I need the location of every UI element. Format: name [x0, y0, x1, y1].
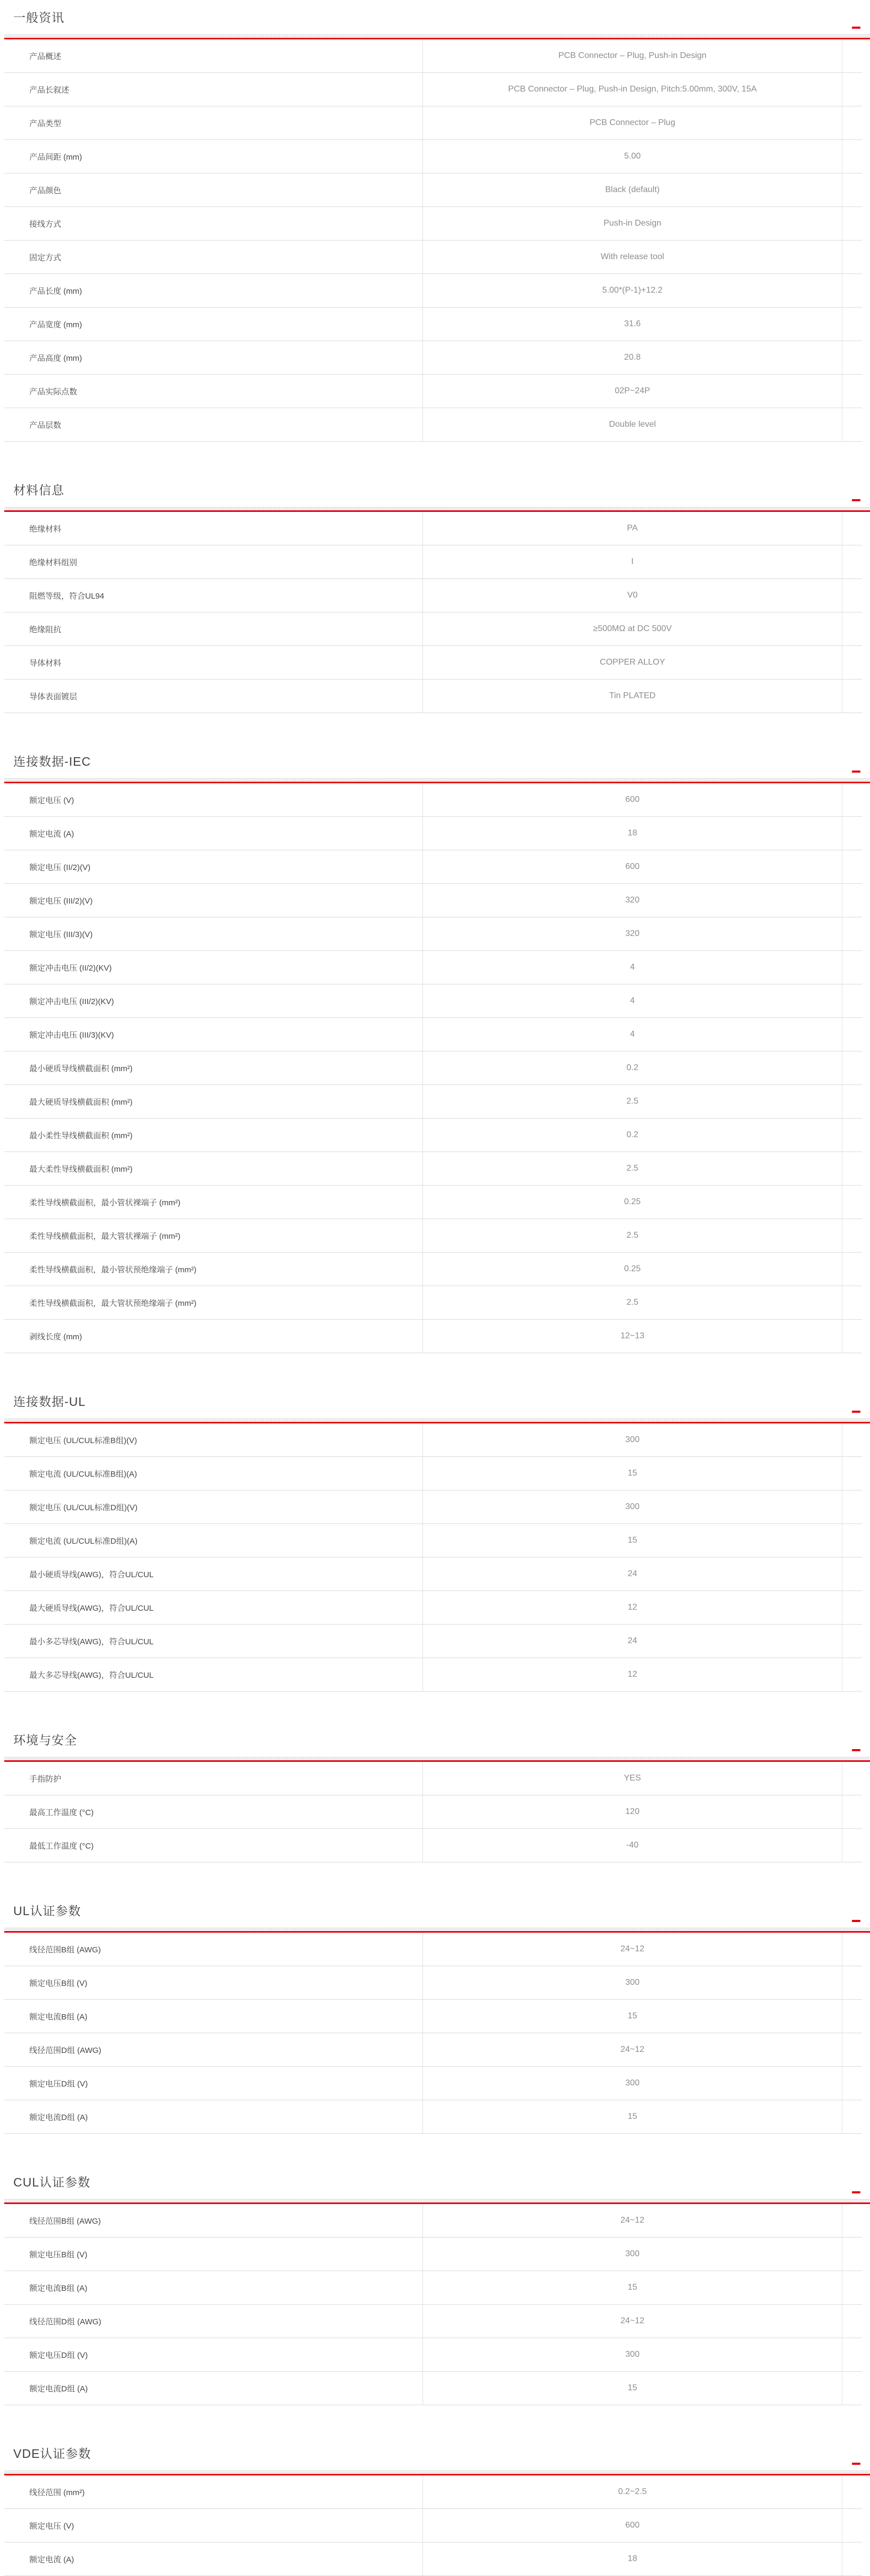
table-row — [4, 612, 862, 646]
table-row — [4, 1591, 862, 1625]
table-row — [4, 274, 862, 308]
row-label: 额定电压 (II/2)(V) — [4, 850, 423, 884]
spec-table — [4, 783, 862, 1353]
row-label: 产品间距 (mm) — [4, 140, 423, 173]
row-spacer — [842, 1286, 862, 1320]
row-spacer — [842, 512, 862, 545]
spec-table — [4, 1762, 862, 1862]
spec-section — [0, 2446, 870, 2576]
row-value: PCB Connector – Plug, Push-in Design — [423, 39, 842, 73]
table-row — [4, 2033, 862, 2067]
row-value: PCB Connector – Plug — [423, 106, 842, 140]
row-value: 24~12 — [423, 2033, 842, 2067]
row-label: 线径范围B组 (AWG) — [4, 2204, 423, 2238]
row-spacer — [842, 917, 862, 951]
row-value: 2.5 — [423, 1286, 842, 1320]
table-row — [4, 1320, 862, 1353]
collapse-minus-icon[interactable] — [852, 1920, 860, 1922]
row-value: -40 — [423, 1829, 842, 1862]
row-value: Push-in Design — [423, 207, 842, 241]
row-value: With release tool — [423, 241, 842, 274]
row-label: 绝缘材料组别 — [4, 545, 423, 579]
table-row — [4, 1253, 862, 1286]
row-label: 绝缘材料 — [4, 512, 423, 545]
row-value: COPPER ALLOY — [423, 646, 842, 680]
table-row — [4, 39, 862, 73]
collapse-minus-icon[interactable] — [852, 499, 860, 501]
row-label: 产品高度 (mm) — [4, 341, 423, 375]
row-value: 15 — [423, 1457, 842, 1490]
spec-section — [0, 1903, 870, 2134]
row-label: 柔性导线横截面积，最大管状裸端子 (mm²) — [4, 1219, 423, 1253]
row-label: 最大硬质导线横截面积 (mm²) — [4, 1085, 423, 1119]
row-spacer — [842, 241, 862, 274]
table-row — [4, 680, 862, 713]
section-title: CUL认证参数 — [13, 2175, 91, 2189]
table-row — [4, 1286, 862, 1320]
spec-section — [0, 482, 870, 713]
row-spacer — [842, 375, 862, 408]
row-value: 0.2 — [423, 1051, 842, 1085]
table-row — [4, 1051, 862, 1085]
row-spacer — [842, 1591, 862, 1625]
table-row — [4, 140, 862, 173]
row-value: 24~12 — [423, 2204, 842, 2238]
row-label: 线径范围B组 (AWG) — [4, 1933, 423, 1966]
row-label: 产品类型 — [4, 106, 423, 140]
row-label: 固定方式 — [4, 241, 423, 274]
table-row — [4, 1186, 862, 1219]
row-value: 0.2~2.5 — [423, 2475, 842, 2509]
row-spacer — [842, 341, 862, 375]
table-row — [4, 579, 862, 612]
row-label: 最小硬质导线(AWG)，符合UL/CUL — [4, 1558, 423, 1591]
row-label: 最小多芯导线(AWG)，符合UL/CUL — [4, 1625, 423, 1658]
table-row — [4, 1018, 862, 1051]
row-spacer — [842, 817, 862, 850]
row-label: 最大柔性导线横截面积 (mm²) — [4, 1152, 423, 1186]
row-value: 2.5 — [423, 1085, 842, 1119]
table-row — [4, 2238, 862, 2271]
collapse-minus-icon[interactable] — [852, 27, 860, 29]
table-row — [4, 545, 862, 579]
row-label: 导体表面镀层 — [4, 680, 423, 713]
row-value: 300 — [423, 2238, 842, 2271]
row-value: 0.25 — [423, 1253, 842, 1286]
table-row — [4, 308, 862, 341]
table-row — [4, 2204, 862, 2238]
row-label: 额定冲击电压 (II/2)(KV) — [4, 951, 423, 984]
row-label: 柔性导线横截面积，最小管状预绝缘端子 (mm²) — [4, 1253, 423, 1286]
collapse-minus-icon[interactable] — [852, 2191, 860, 2193]
row-value: 18 — [423, 817, 842, 850]
row-label: 产品实际点数 — [4, 375, 423, 408]
spec-table — [4, 1933, 862, 2134]
row-label: 额定电压B组 (V) — [4, 2238, 423, 2271]
section-title: UL认证参数 — [13, 1904, 81, 1918]
row-value: 12~13 — [423, 1320, 842, 1353]
row-label: 最大硬质导线(AWG)，符合UL/CUL — [4, 1591, 423, 1625]
row-value: 300 — [423, 1490, 842, 1524]
spec-section — [0, 1732, 870, 1862]
row-label: 额定电压 (V) — [4, 783, 423, 817]
spec-section — [0, 753, 870, 1353]
table-row — [4, 783, 862, 817]
row-value: 4 — [423, 1018, 842, 1051]
row-spacer — [842, 2100, 862, 2134]
row-label: 产品颜色 — [4, 173, 423, 207]
row-value: 15 — [423, 2372, 842, 2405]
row-value: 24~12 — [423, 1933, 842, 1966]
section-dotted-band — [4, 2470, 870, 2474]
row-spacer — [842, 1085, 862, 1119]
row-spacer — [842, 173, 862, 207]
row-spacer — [842, 2475, 862, 2509]
table-row — [4, 850, 862, 884]
table-row — [4, 241, 862, 274]
spec-section — [0, 1394, 870, 1692]
row-spacer — [842, 1490, 862, 1524]
table-row — [4, 2305, 862, 2338]
row-label: 额定冲击电压 (III/2)(KV) — [4, 984, 423, 1018]
row-value: 120 — [423, 1795, 842, 1829]
table-row — [4, 2372, 862, 2405]
row-label: 产品层数 — [4, 408, 423, 442]
row-spacer — [842, 951, 862, 984]
row-label: 额定电压B组 (V) — [4, 1966, 423, 2000]
row-spacer — [842, 1933, 862, 1966]
row-spacer — [842, 274, 862, 308]
table-row — [4, 884, 862, 917]
table-row — [4, 512, 862, 545]
table-row — [4, 1457, 862, 1490]
section-title: 材料信息 — [13, 483, 64, 497]
section-title: 一般资讯 — [13, 11, 64, 24]
row-spacer — [842, 1457, 862, 1490]
row-spacer — [842, 646, 862, 680]
collapse-minus-icon[interactable] — [852, 1411, 860, 1413]
row-spacer — [842, 2033, 862, 2067]
row-value: Black (default) — [423, 173, 842, 207]
section-header — [13, 2174, 860, 2194]
section-header — [13, 1732, 860, 1752]
row-spacer — [842, 783, 862, 817]
row-spacer — [842, 1186, 862, 1219]
row-label: 产品长度 (mm) — [4, 274, 423, 308]
table-row — [4, 2271, 862, 2305]
section-title: VDE认证参数 — [13, 2447, 92, 2461]
row-spacer — [842, 106, 862, 140]
row-value: 4 — [423, 984, 842, 1018]
row-label: 额定电压 (III/2)(V) — [4, 884, 423, 917]
row-spacer — [842, 2067, 862, 2100]
row-spacer — [842, 308, 862, 341]
row-label: 额定电流D组 (A) — [4, 2372, 423, 2405]
row-label: 额定电流B组 (A) — [4, 2271, 423, 2305]
row-value: 02P~24P — [423, 375, 842, 408]
row-spacer — [842, 2338, 862, 2372]
row-value: 15 — [423, 2271, 842, 2305]
row-value: 15 — [423, 2100, 842, 2134]
row-label: 额定电流 (A) — [4, 2542, 423, 2576]
table-row — [4, 408, 862, 442]
row-spacer — [842, 408, 862, 442]
table-row — [4, 73, 862, 106]
table-row — [4, 1558, 862, 1591]
table-row — [4, 2542, 862, 2576]
row-label: 线径范围D组 (AWG) — [4, 2033, 423, 2067]
table-row — [4, 1085, 862, 1119]
row-spacer — [842, 2238, 862, 2271]
row-label: 剥线长度 (mm) — [4, 1320, 423, 1353]
row-spacer — [842, 1829, 862, 1862]
row-value: Tin PLATED — [423, 680, 842, 713]
section-header — [13, 1903, 860, 1923]
table-row — [4, 917, 862, 951]
row-value: 18 — [423, 2542, 842, 2576]
row-spacer — [842, 680, 862, 713]
row-spacer — [842, 612, 862, 646]
section-header — [13, 753, 860, 774]
row-spacer — [842, 1152, 862, 1186]
row-spacer — [842, 140, 862, 173]
row-value: 12 — [423, 1591, 842, 1625]
table-row — [4, 1762, 862, 1795]
section-header — [13, 10, 860, 30]
section-title: 环境与安全 — [13, 1733, 77, 1747]
row-label: 产品概述 — [4, 39, 423, 73]
spec-table — [4, 39, 862, 442]
table-row — [4, 646, 862, 680]
row-label: 绝缘阻抗 — [4, 612, 423, 646]
row-label: 额定电压D组 (V) — [4, 2338, 423, 2372]
row-spacer — [842, 984, 862, 1018]
row-spacer — [842, 545, 862, 579]
row-spacer — [842, 1524, 862, 1558]
row-label: 额定电压 (V) — [4, 2509, 423, 2542]
row-label: 柔性导线横截面积，最小管状裸端子 (mm²) — [4, 1186, 423, 1219]
spec-table — [4, 2475, 862, 2576]
table-row — [4, 2338, 862, 2372]
row-value: 300 — [423, 2338, 842, 2372]
row-label: 柔性导线横截面积，最大管状预绝缘端子 (mm²) — [4, 1286, 423, 1320]
row-label: 额定电压 (UL/CUL标准D组)(V) — [4, 1490, 423, 1524]
row-spacer — [842, 39, 862, 73]
table-row — [4, 1966, 862, 2000]
collapse-minus-icon[interactable] — [852, 2463, 860, 2465]
row-label: 额定电流B组 (A) — [4, 2000, 423, 2033]
row-value: 320 — [423, 917, 842, 951]
row-label: 额定电流 (UL/CUL标准D组)(A) — [4, 1524, 423, 1558]
spec-table — [4, 512, 862, 713]
collapse-minus-icon[interactable] — [852, 1749, 860, 1751]
table-row — [4, 207, 862, 241]
section-dotted-band — [4, 1418, 870, 1422]
row-label: 最低工作温度 (°C) — [4, 1829, 423, 1862]
row-label: 阻燃等级，符合UL94 — [4, 579, 423, 612]
row-spacer — [842, 2509, 862, 2542]
row-value: 5.00*(P-1)+12.2 — [423, 274, 842, 308]
row-label: 额定冲击电压 (III/3)(KV) — [4, 1018, 423, 1051]
row-spacer — [842, 2271, 862, 2305]
row-value: 20.8 — [423, 341, 842, 375]
row-spacer — [842, 884, 862, 917]
table-row — [4, 1119, 862, 1152]
row-spacer — [842, 1320, 862, 1353]
row-value: 0.2 — [423, 1119, 842, 1152]
row-spacer — [842, 2542, 862, 2576]
row-spacer — [842, 1658, 862, 1692]
section-title: 连接数据-IEC — [13, 755, 91, 768]
row-spacer — [842, 1051, 862, 1085]
section-header — [13, 482, 860, 502]
section-title: 连接数据-UL — [13, 1395, 86, 1409]
row-spacer — [842, 1966, 862, 2000]
row-value: 15 — [423, 2000, 842, 2033]
row-spacer — [842, 1558, 862, 1591]
row-spacer — [842, 1253, 862, 1286]
row-value: 12 — [423, 1658, 842, 1692]
row-label: 额定电压D组 (V) — [4, 2067, 423, 2100]
row-spacer — [842, 1219, 862, 1253]
table-row — [4, 2067, 862, 2100]
table-row — [4, 1490, 862, 1524]
collapse-minus-icon[interactable] — [852, 771, 860, 773]
row-label: 产品长叙述 — [4, 73, 423, 106]
row-value: 15 — [423, 1524, 842, 1558]
row-label: 导体材料 — [4, 646, 423, 680]
row-value: 600 — [423, 2509, 842, 2542]
row-value: 24 — [423, 1558, 842, 1591]
table-row — [4, 1524, 862, 1558]
table-row — [4, 1219, 862, 1253]
row-label: 最大多芯导线(AWG)，符合UL/CUL — [4, 1658, 423, 1692]
row-spacer — [842, 850, 862, 884]
table-row — [4, 817, 862, 850]
table-row — [4, 2000, 862, 2033]
row-value: I — [423, 545, 842, 579]
row-label: 线径范围D组 (AWG) — [4, 2305, 423, 2338]
row-value: 24 — [423, 1625, 842, 1658]
table-row — [4, 2100, 862, 2134]
spec-section — [0, 10, 870, 442]
row-spacer — [842, 1119, 862, 1152]
row-value: PA — [423, 512, 842, 545]
section-dotted-band — [4, 34, 870, 38]
table-row — [4, 1152, 862, 1186]
row-value: 320 — [423, 884, 842, 917]
row-label: 额定电压 (UL/CUL标准B组)(V) — [4, 1423, 423, 1457]
row-label: 最小柔性导线横截面积 (mm²) — [4, 1119, 423, 1152]
row-value: 0.25 — [423, 1186, 842, 1219]
table-row — [4, 341, 862, 375]
table-row — [4, 1625, 862, 1658]
table-row — [4, 2509, 862, 2542]
table-row — [4, 951, 862, 984]
section-header — [13, 2446, 860, 2466]
row-spacer — [842, 1423, 862, 1457]
row-value: 5.00 — [423, 140, 842, 173]
row-spacer — [842, 207, 862, 241]
row-value: 300 — [423, 2067, 842, 2100]
row-label: 额定电流D组 (A) — [4, 2100, 423, 2134]
row-value: 600 — [423, 850, 842, 884]
row-spacer — [842, 1018, 862, 1051]
row-value: 31.6 — [423, 308, 842, 341]
row-value: 4 — [423, 951, 842, 984]
row-value: ≥500MΩ at DC 500V — [423, 612, 842, 646]
row-value: YES — [423, 1762, 842, 1795]
table-row — [4, 2475, 862, 2509]
row-label: 额定电压 (III/3)(V) — [4, 917, 423, 951]
row-label: 最小硬质导线横截面积 (mm²) — [4, 1051, 423, 1085]
section-header — [13, 1394, 860, 1414]
table-row — [4, 173, 862, 207]
row-spacer — [842, 579, 862, 612]
table-row — [4, 1829, 862, 1862]
spec-table — [4, 2204, 862, 2405]
table-row — [4, 1933, 862, 1966]
row-label: 接线方式 — [4, 207, 423, 241]
section-dotted-band — [4, 1927, 870, 1931]
row-spacer — [842, 2204, 862, 2238]
table-row — [4, 1795, 862, 1829]
row-label: 产品宽度 (mm) — [4, 308, 423, 341]
row-label: 额定电流 (A) — [4, 817, 423, 850]
table-row — [4, 1658, 862, 1692]
row-spacer — [842, 2305, 862, 2338]
row-spacer — [842, 1762, 862, 1795]
spec-table — [4, 1423, 862, 1692]
row-value: 24~12 — [423, 2305, 842, 2338]
row-value: PCB Connector – Plug, Push-in Design, Pitch:5.00mm, 300V, 15A — [423, 73, 842, 106]
section-dotted-band — [4, 507, 870, 510]
section-dotted-band — [4, 778, 870, 782]
table-row — [4, 984, 862, 1018]
row-value: V0 — [423, 579, 842, 612]
row-value: 2.5 — [423, 1152, 842, 1186]
row-value: Double level — [423, 408, 842, 442]
spec-section — [0, 2174, 870, 2405]
row-label: 最高工作温度 (°C) — [4, 1795, 423, 1829]
row-label: 线径范围 (mm²) — [4, 2475, 423, 2509]
row-spacer — [842, 2000, 862, 2033]
section-dotted-band — [4, 2199, 870, 2202]
row-spacer — [842, 73, 862, 106]
table-row — [4, 1423, 862, 1457]
row-spacer — [842, 1625, 862, 1658]
row-value: 600 — [423, 783, 842, 817]
row-spacer — [842, 2372, 862, 2405]
row-value: 300 — [423, 1966, 842, 2000]
table-row — [4, 375, 862, 408]
row-spacer — [842, 1795, 862, 1829]
section-dotted-band — [4, 1757, 870, 1760]
table-row — [4, 106, 862, 140]
row-value: 2.5 — [423, 1219, 842, 1253]
row-value: 300 — [423, 1423, 842, 1457]
row-label: 手指防护 — [4, 1762, 423, 1795]
row-label: 额定电流 (UL/CUL标准B组)(A) — [4, 1457, 423, 1490]
